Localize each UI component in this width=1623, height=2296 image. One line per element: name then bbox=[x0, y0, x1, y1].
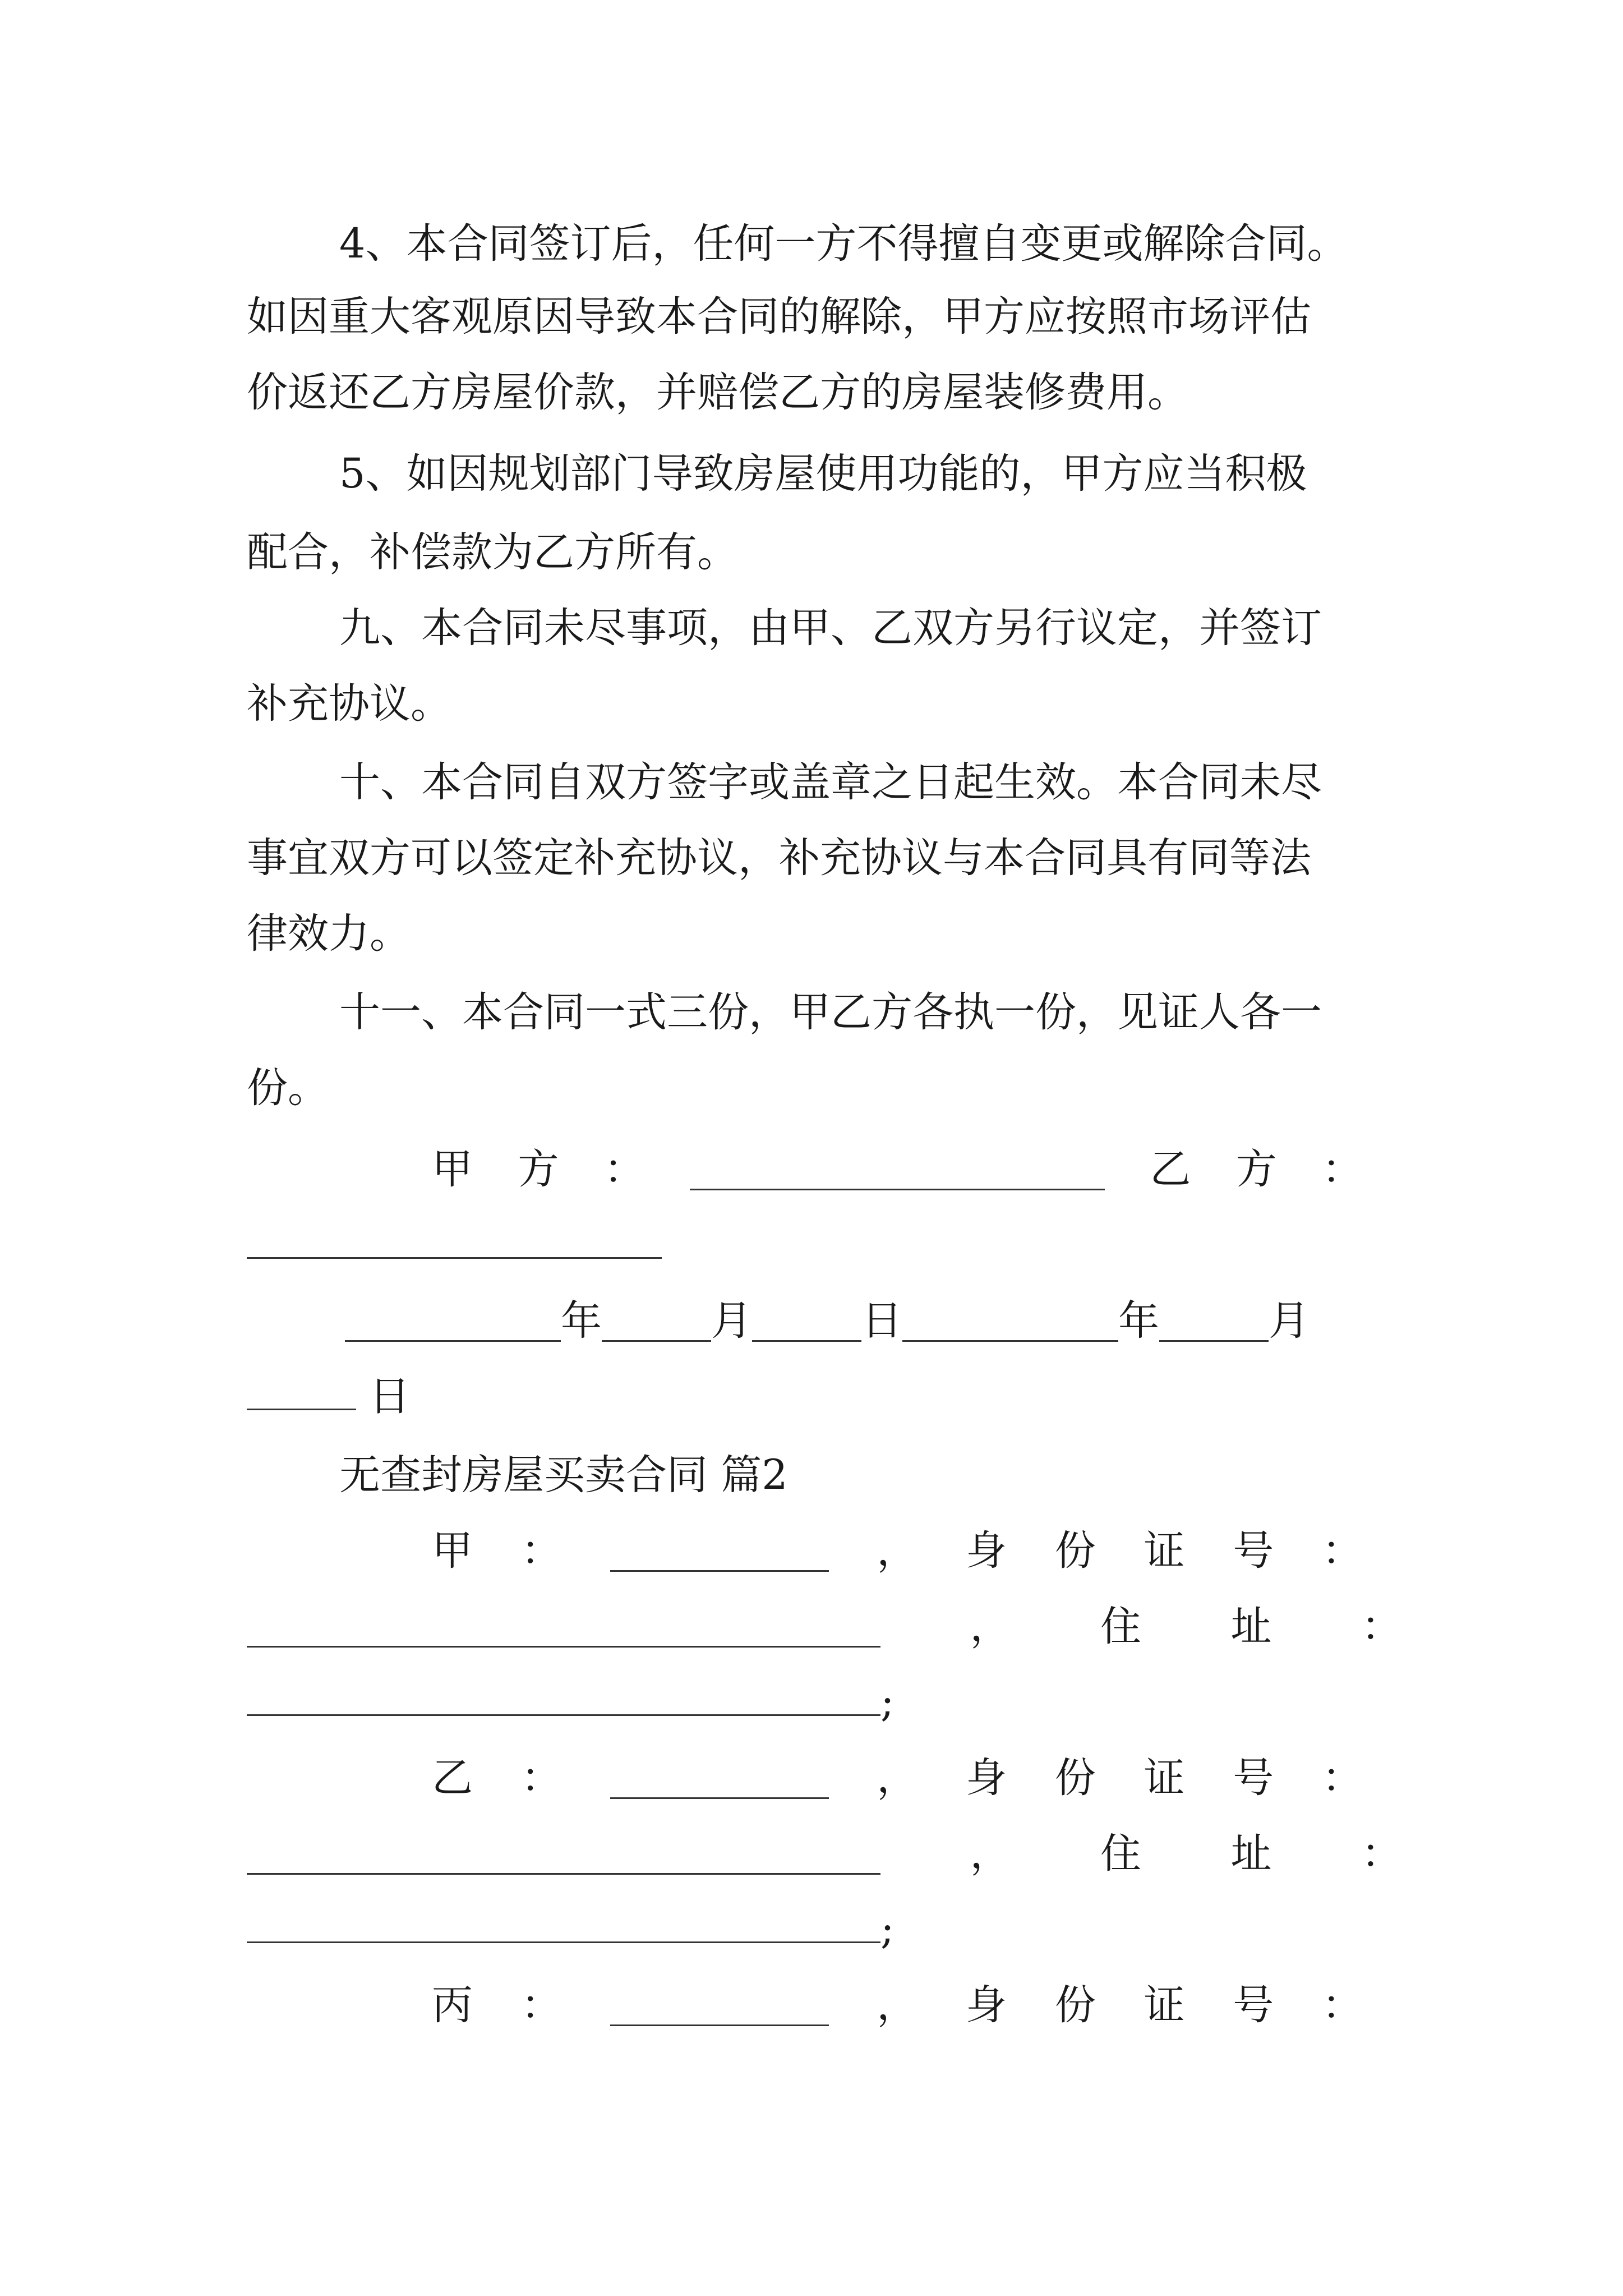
id-label-char: 证 bbox=[1144, 1754, 1185, 1802]
paragraph-line: 补充协议。 bbox=[247, 680, 451, 728]
party-a-label: 甲 bbox=[432, 1527, 473, 1575]
id-label-char: 份 bbox=[1054, 1981, 1096, 2029]
id-label-char: 身 bbox=[966, 1981, 1007, 2029]
month-blank[interactable] bbox=[1159, 1301, 1269, 1342]
signature-line bbox=[432, 1136, 1363, 1203]
year-blank[interactable] bbox=[345, 1301, 561, 1342]
paragraph-line: 十、本合同自双方签字或盖章之日起生效。本合同未尽 bbox=[339, 758, 1322, 806]
party-b-address-blank[interactable] bbox=[247, 1902, 880, 1943]
party-a-signature-blank[interactable] bbox=[690, 1149, 1105, 1190]
colon: ： bbox=[1322, 1754, 1363, 1802]
address-label-char: 址 bbox=[1230, 1830, 1272, 1878]
colon: ： bbox=[1321, 1145, 1363, 1193]
date-continuation bbox=[247, 1363, 1402, 1430]
day-blank[interactable] bbox=[247, 1369, 356, 1410]
colon: ： bbox=[1361, 1830, 1402, 1878]
paragraph-line: 如因重大客观原因导致本合同的解除，甲方应按照市场评估 bbox=[247, 293, 1311, 341]
colon: ： bbox=[1322, 1527, 1363, 1575]
id-label-char: 证 bbox=[1144, 1527, 1185, 1575]
party-a-address-line bbox=[247, 1669, 1402, 1736]
party-c-name-blank[interactable] bbox=[610, 1985, 829, 2026]
colon: ： bbox=[1322, 1981, 1363, 2029]
day-label: 日 bbox=[861, 1297, 902, 1345]
party-b-label: 乙 bbox=[1150, 1145, 1191, 1193]
date-line bbox=[345, 1287, 1394, 1355]
colon: ： bbox=[520, 1527, 562, 1575]
comma: ， bbox=[877, 1527, 918, 1575]
party-a-id-blank[interactable] bbox=[247, 1607, 880, 1648]
party-b-name-blank[interactable] bbox=[610, 1758, 829, 1799]
address-label-char: 住 bbox=[1100, 1603, 1141, 1650]
id-label-char: 份 bbox=[1054, 1754, 1096, 1802]
colon: ： bbox=[520, 1981, 562, 2029]
party-b-label: 方 bbox=[1235, 1145, 1277, 1193]
paragraph-line: 份。 bbox=[247, 1064, 329, 1112]
month-label: 月 bbox=[711, 1297, 752, 1345]
comma: ， bbox=[877, 1754, 918, 1802]
paragraph-line: 5、如因规划部门导致房屋使用功能的，甲方应当积极 bbox=[339, 450, 1307, 498]
party-a-label: 甲 bbox=[432, 1145, 473, 1193]
year-blank[interactable] bbox=[902, 1301, 1118, 1342]
colon: ： bbox=[603, 1145, 645, 1193]
paragraph-line: 律效力。 bbox=[247, 910, 411, 958]
party-a-label: 方 bbox=[518, 1145, 559, 1193]
address-label-char: 住 bbox=[1100, 1830, 1141, 1878]
party-b-line bbox=[432, 1745, 1363, 1812]
party-b-signature-blank[interactable] bbox=[247, 1218, 662, 1259]
comma: ， bbox=[970, 1603, 1011, 1650]
comma: ， bbox=[970, 1830, 1011, 1878]
section-title: 无查封房屋买卖合同 篇2 bbox=[339, 1451, 788, 1499]
paragraph-line: 价返还乙方房屋价款，并赔偿乙方的房屋装修费用。 bbox=[247, 369, 1188, 416]
day-label: 日 bbox=[369, 1373, 411, 1420]
month-blank[interactable] bbox=[602, 1301, 711, 1342]
month-label: 月 bbox=[1269, 1297, 1310, 1345]
id-label-char: 证 bbox=[1144, 1981, 1185, 2029]
paragraph-line: 九、本合同未尽事项，由甲、乙双方另行议定，并签订 bbox=[339, 604, 1322, 652]
id-label-char: 身 bbox=[966, 1527, 1007, 1575]
party-c-label: 丙 bbox=[432, 1981, 473, 2029]
colon: ： bbox=[1361, 1603, 1402, 1650]
party-b-id-line bbox=[247, 1820, 1402, 1888]
id-label-char: 号 bbox=[1233, 1754, 1274, 1802]
party-b-address-line bbox=[247, 1896, 1402, 1963]
party-c-line bbox=[432, 1972, 1363, 2039]
comma: ， bbox=[877, 1981, 918, 2029]
id-label-char: 号 bbox=[1233, 1981, 1274, 2029]
colon: ： bbox=[520, 1754, 562, 1802]
signature-continuation bbox=[247, 1212, 1402, 1279]
id-label-char: 份 bbox=[1054, 1527, 1096, 1575]
id-label-char: 号 bbox=[1233, 1527, 1274, 1575]
paragraph-line: 事宜双方可以签定补充协议，补充协议与本合同具有同等法 bbox=[247, 834, 1311, 882]
party-a-line bbox=[432, 1517, 1363, 1585]
semicolon: ; bbox=[880, 1906, 895, 1953]
semicolon: ; bbox=[880, 1678, 895, 1726]
paragraph-line: 配合，补偿款为乙方所有。 bbox=[247, 528, 738, 576]
year-label: 年 bbox=[561, 1297, 602, 1345]
address-label-char: 址 bbox=[1230, 1603, 1272, 1650]
party-b-label: 乙 bbox=[432, 1754, 473, 1802]
party-b-id-blank[interactable] bbox=[247, 1834, 880, 1875]
party-a-name-blank[interactable] bbox=[610, 1531, 829, 1572]
id-label-char: 身 bbox=[966, 1754, 1007, 1802]
party-a-address-blank[interactable] bbox=[247, 1675, 880, 1716]
paragraph-line: 十一、本合同一式三份，甲乙方各执一份，见证人各一 bbox=[339, 988, 1322, 1036]
party-a-id-line bbox=[247, 1593, 1402, 1660]
paragraph-line: 4、本合同签订后，任何一方不得擅自变更或解除合同。 bbox=[339, 220, 1348, 268]
year-label: 年 bbox=[1118, 1297, 1159, 1345]
day-blank[interactable] bbox=[752, 1301, 861, 1342]
